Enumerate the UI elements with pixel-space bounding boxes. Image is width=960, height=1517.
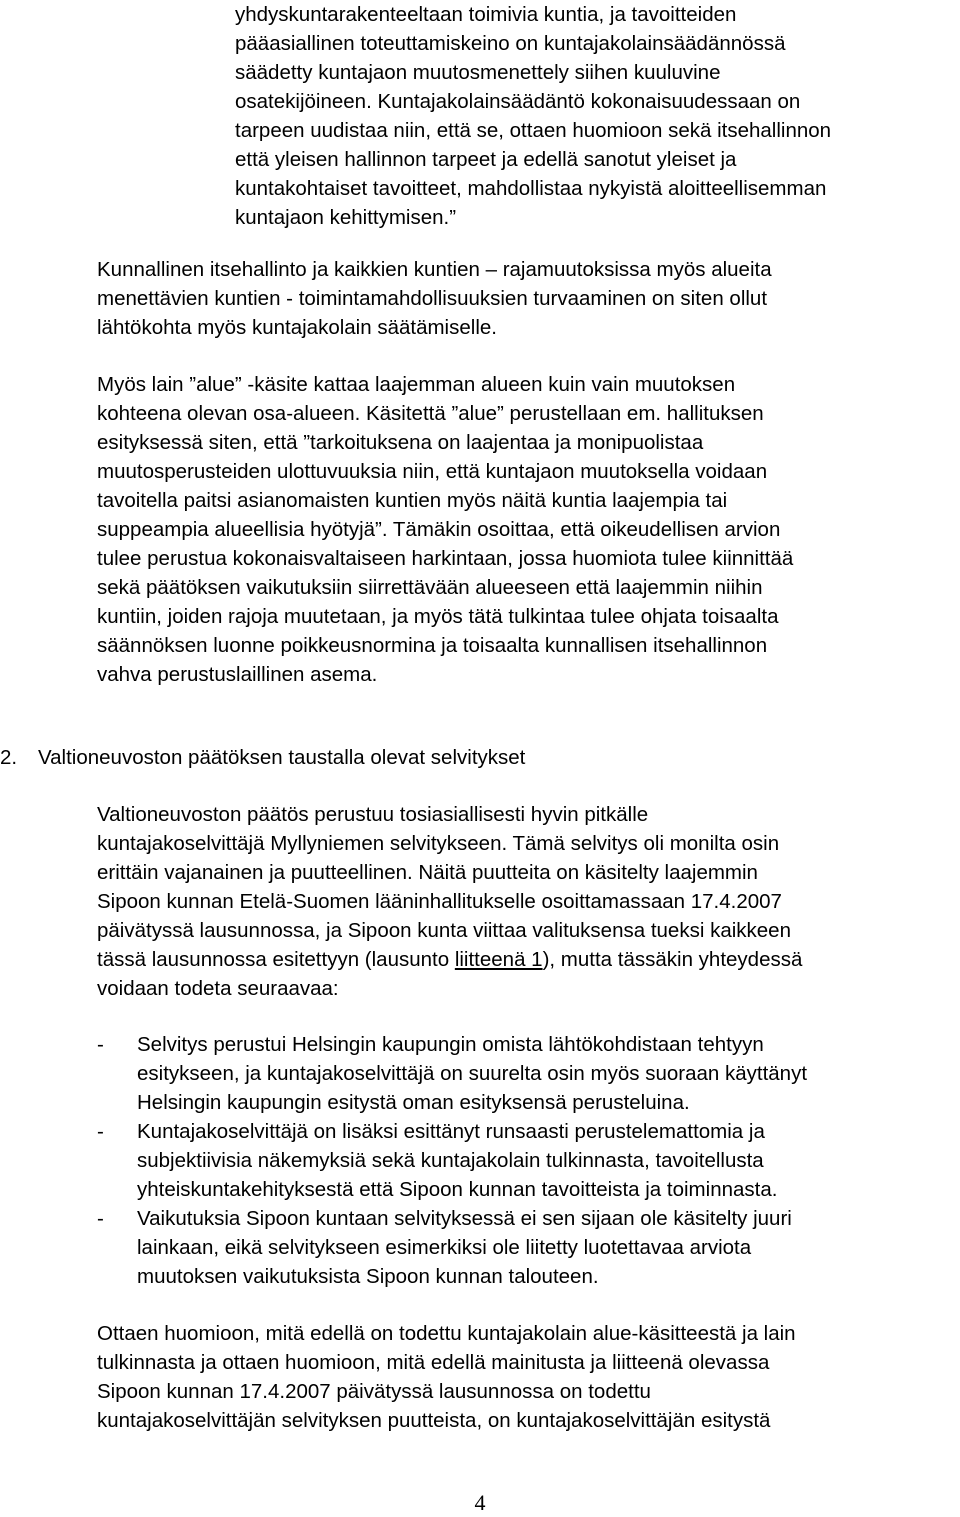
attachment-reference: liitteenä 1: [454, 948, 543, 971]
list-item-text: [137, 1030, 807, 1117]
text-line: Myös lain ”alue” -käsite kattaa laajemman alueen kuin vain muutoksen: [97, 373, 736, 396]
list-item: [97, 1204, 937, 1291]
text-segment: ), mutta tässäkin yhteydessä: [542, 948, 803, 971]
text-line: sekä päätöksen vaikutuksiin siirrettävään alueeseen että laajemmin niihin: [97, 576, 763, 599]
section-heading: [0, 743, 525, 772]
text-line: Kunnallinen itsehallinto ja kaikkien kuntien – rajamuutoksissa myös alueita: [97, 258, 772, 281]
text-line: kuntajakoselvittäjän selvityksen puutteista, on kuntajakoselvittäjän esitystä: [97, 1409, 771, 1432]
text-line: että yleisen hallinnon tarpeet ja edellä sanotut yleiset ja: [235, 148, 737, 171]
text-line: Sipoon kunnan Etelä-Suomen lääninhallitukselle osoittamassaan 17.4.2007: [97, 890, 782, 913]
text-line: lähtökohta myös kuntajakolain säätämiselle.: [97, 316, 497, 339]
text-line: muutoksen vaikutuksista Sipoon kunnan talouteen.: [137, 1265, 599, 1288]
text-line: esitykseen, ja kuntajakoselvittäjä on suurelta osin myös suoraan käyttänyt: [137, 1062, 808, 1085]
text-line: Selvitys perustui Helsingin kaupungin omista lähtökohdistaan tehtyyn: [137, 1033, 764, 1056]
text-line: tulee perustua kokonaisvaltaiseen harkintaan, jossa huomiota tulee kiinnittää: [97, 547, 794, 570]
text-line: erittäin vajanainen ja puutteellinen. Näitä puutteita on käsitelty laajemmin: [97, 861, 758, 884]
quote-paragraph: [235, 0, 831, 232]
bullet-dash: -: [97, 1120, 104, 1143]
list-item-text: [137, 1117, 777, 1204]
bullet-dash: -: [97, 1033, 104, 1056]
text-line: tavoitella paitsi asianomaisten kuntien myös näitä kuntia laajempia tai: [97, 489, 728, 512]
text-line: pääasiallinen toteuttamiskeino on kuntajakolainsäädännössä: [235, 32, 786, 55]
list-item: [97, 1117, 937, 1204]
text-line: Sipoon kunnan 17.4.2007 päivätyssä lausunnossa on todettu: [97, 1380, 651, 1403]
text-line: subjektiivisia näkemyksiä sekä kuntajakolain tulkinnasta, tavoitellusta: [137, 1149, 764, 1172]
bullet-dash: -: [97, 1207, 104, 1230]
text-line: vahva perustuslaillinen asema.: [97, 663, 378, 686]
section-title: Valtioneuvoston päätöksen taustalla olevat selvitykset: [38, 746, 526, 769]
text-line: kuntakohtaiset tavoitteet, mahdollistaa nykyistä aloitteellisemman: [235, 177, 827, 200]
text-line: lainkaan, eikä selvitykseen esimerkiksi ole liitetty luotettavaa arviota: [137, 1236, 752, 1259]
text-line: esityksessä siten, että ”tarkoituksena on laajentaa ja monipuolistaa: [97, 431, 704, 454]
text-line: osatekijöineen. Kuntajakolainsäädäntö kokonaisuudessaan on: [235, 90, 801, 113]
text-line: kuntajakoselvittäjä Myllyniemen selvitykseen. Tämä selvitys oli monilta osin: [97, 832, 780, 855]
text-line: voidaan todeta seuraavaa:: [97, 977, 339, 1000]
text-line: kohteena olevan osa-alueen. Käsitettä ”alue” perustellaan em. hallituksen: [97, 402, 764, 425]
text-line: yhdyskuntarakenteeltaan toimivia kuntia, ja tavoitteiden: [235, 3, 737, 26]
text-line: tarpeen uudistaa niin, että se, ottaen huomioon sekä itsehallinnon: [235, 119, 832, 142]
text-line: [97, 945, 802, 974]
text-line: Valtioneuvoston päätös perustuu tosiasiallisesti hyvin pitkälle: [97, 803, 649, 826]
text-line: kuntiin, joiden rajoja muutetaan, ja myös tätä tulkintaa tulee ohjata toisaalta: [97, 605, 779, 628]
text-line: tulkinnasta ja ottaen huomioon, mitä edellä mainitusta ja liitteenä olevassa: [97, 1351, 770, 1374]
text-line: Kuntajakoselvittäjä on lisäksi esittänyt runsaasti perustelemattomia ja: [137, 1120, 765, 1143]
text-line: kuntajaon kehittymisen.”: [235, 206, 457, 229]
text-segment: tässä lausunnossa esitettyyn (lausunto: [97, 948, 455, 971]
page-number: 4: [474, 1490, 486, 1515]
text-line: yhteiskuntakehityksestä että Sipoon kunnan tavoitteista ja toiminnasta.: [137, 1178, 778, 1201]
text-line: Helsingin kaupungin esitystä oman esityksensä perusteluina.: [137, 1091, 690, 1114]
paragraph-self-government: [97, 255, 772, 342]
text-line: menettävien kuntien - toimintamahdollisuuksien turvaaminen on siten ollut: [97, 287, 768, 310]
section-number: 2.: [0, 746, 18, 769]
text-line: päivätyssä lausunnossa, ja Sipoon kunta viittaa valituksensa tueksi kaikkeen: [97, 919, 791, 942]
text-line: suppeampia alueellisia hyötyjä”. Tämäkin osoittaa, että oikeudellisen arvion: [97, 518, 781, 541]
text-line: muutosperusteiden ulottuvuuksia niin, että kuntajaon muutoksella voidaan: [97, 460, 768, 483]
paragraph-area-concept: [97, 370, 793, 689]
list-item: [97, 1030, 937, 1117]
text-line: säännöksen luonne poikkeusnormina ja toisaalta kunnallisen itsehallinnon: [97, 634, 768, 657]
text-line: Ottaen huomioon, mitä edellä on todettu kuntajakolain alue-käsitteestä ja lain: [97, 1322, 796, 1345]
paragraph-background: [97, 800, 802, 1003]
text-line: säädetty kuntajaon muutosmenettely siihen kuuluvine: [235, 61, 721, 84]
paragraph-conclusion: [97, 1319, 796, 1435]
text-line: Vaikutuksia Sipoon kuntaan selvityksessä ei sen sijaan ole käsitelty juuri: [137, 1207, 792, 1230]
list-item-text: [137, 1204, 792, 1291]
